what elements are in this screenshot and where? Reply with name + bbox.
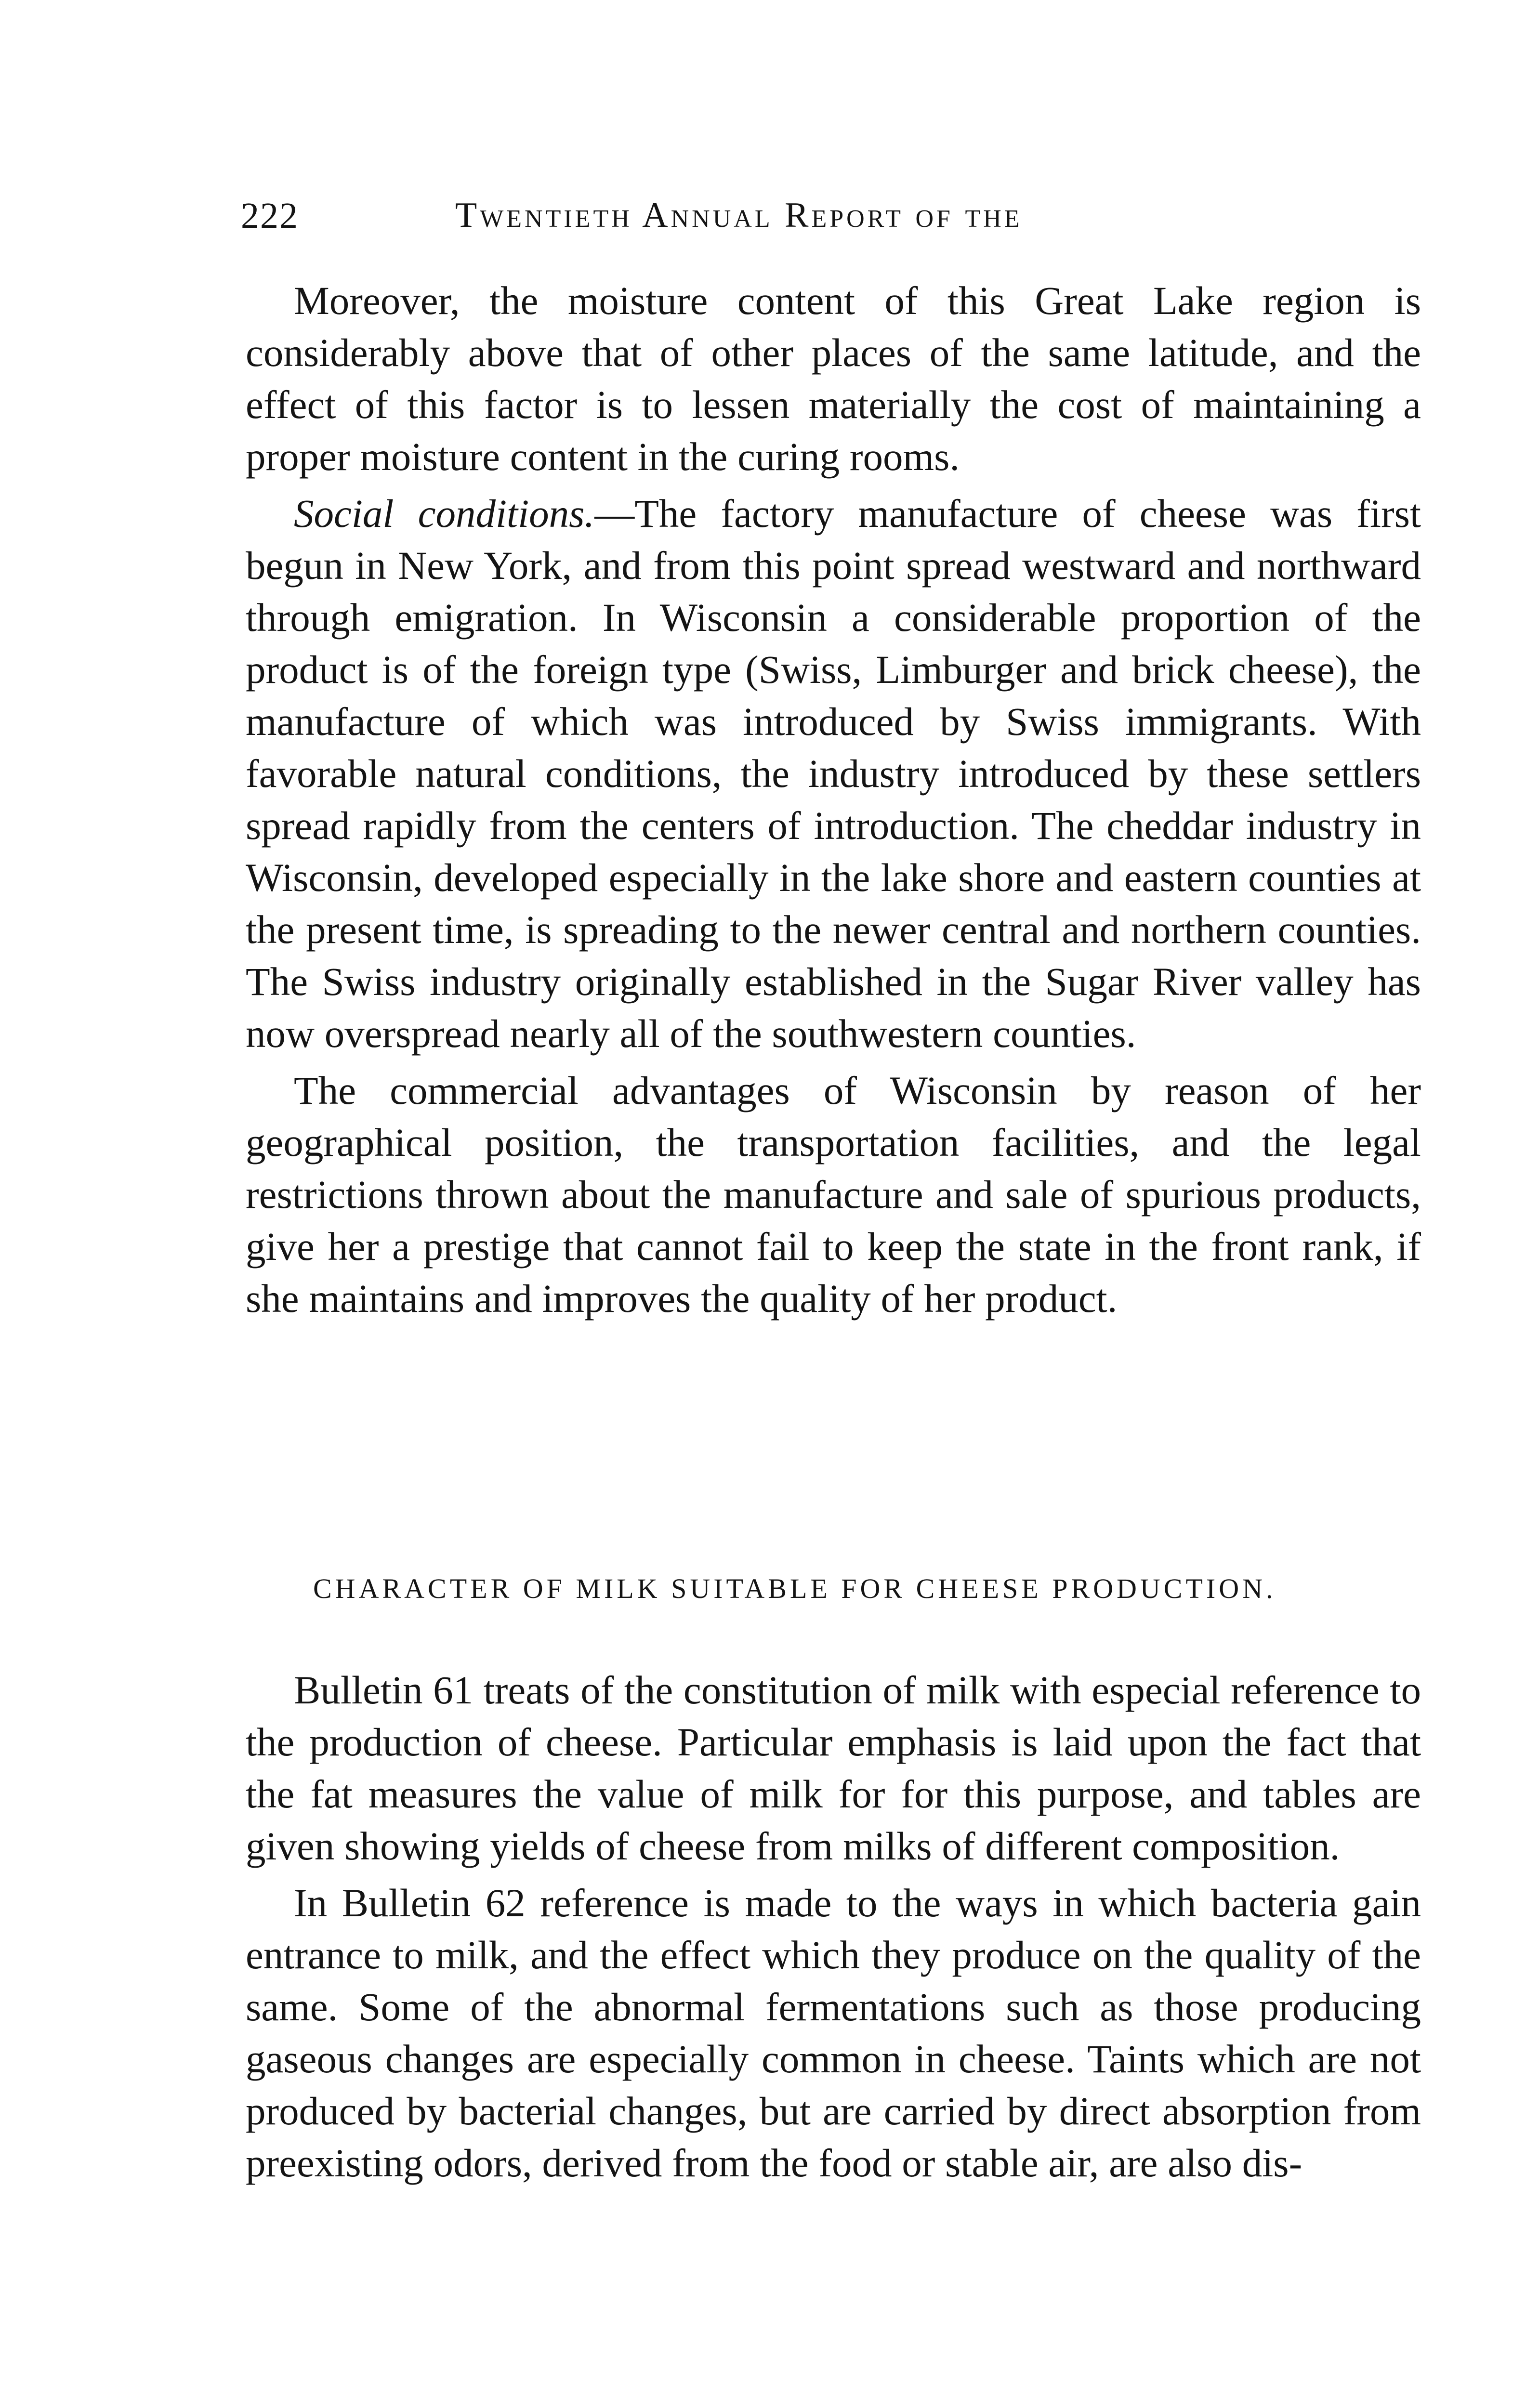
paragraph-commercial-advantages: The commercial advantages of Wisconsin by reason of her geographical position, the transportation facilities, and the legal restrictions thrown about the manufacture and sale of spurious products, give her a prestige that cannot fail to keep the state in the front rank, if she maintains and improves the quality of her product. — [246, 1068, 1421, 1321]
section-two-text — [246, 1664, 1421, 2189]
running-head — [241, 190, 1349, 243]
page-number: 222 — [241, 196, 299, 236]
run-in-heading: Social conditions. — [294, 491, 595, 536]
paragraph-social-conditions — [246, 487, 1421, 1060]
running-title: Twentieth Annual Report of the — [455, 196, 1023, 235]
paragraph-bulletin-61: Bulletin 61 treats of the constitution of milk with especial reference to the production of cheese. Particular emphasis is laid upon the fact that the fat measures the value of milk for for this purpose, and tables are given showing yields of cheese from milks of different composition. — [246, 1668, 1421, 1868]
paragraph-body: —The factory manufacture of cheese was first begun in New York, and from this point spread westward and northward through emigration. In Wisconsin a considerable proportion of the product is of the foreign type (Swiss, Limburger and brick cheese), the manufacture of which was introduced by Swiss immigrants. With favorable natural conditions, the industry introduced by these settlers spread rapidly from the centers of introduction. The cheddar industry in Wisconsin, developed especially in the lake shore and eastern counties at the present time, is spreading to the newer central and northern counties. The Swiss industry originally established in the Sugar River valley has now overspread nearly all of the southwestern counties. — [246, 491, 1421, 1056]
paragraph-bulletin-62: In Bulletin 62 reference is made to the ways in which bacteria gain entrance to milk, and the effect which they produce on the quality of the same. Some of the abnormal fermentations such as those producing gaseous changes are especially common in cheese. Taints which are not produced by bacterial changes, but are carried by direct absorption from preexisting odors, derived from the food or stable air, are also dis- — [246, 1881, 1421, 2185]
section-heading: CHARACTER OF MILK SUITABLE FOR CHEESE PRODUCTION. — [313, 1573, 1276, 1604]
paragraph-moisture: Moreover, the moisture content of this Great Lake region is considerably above that of other places of the same latitude, and the effect of this factor is to lessen materially the cost of maintaining a proper moisture content in the curing rooms. — [246, 278, 1421, 479]
section-one-text — [246, 275, 1421, 1324]
